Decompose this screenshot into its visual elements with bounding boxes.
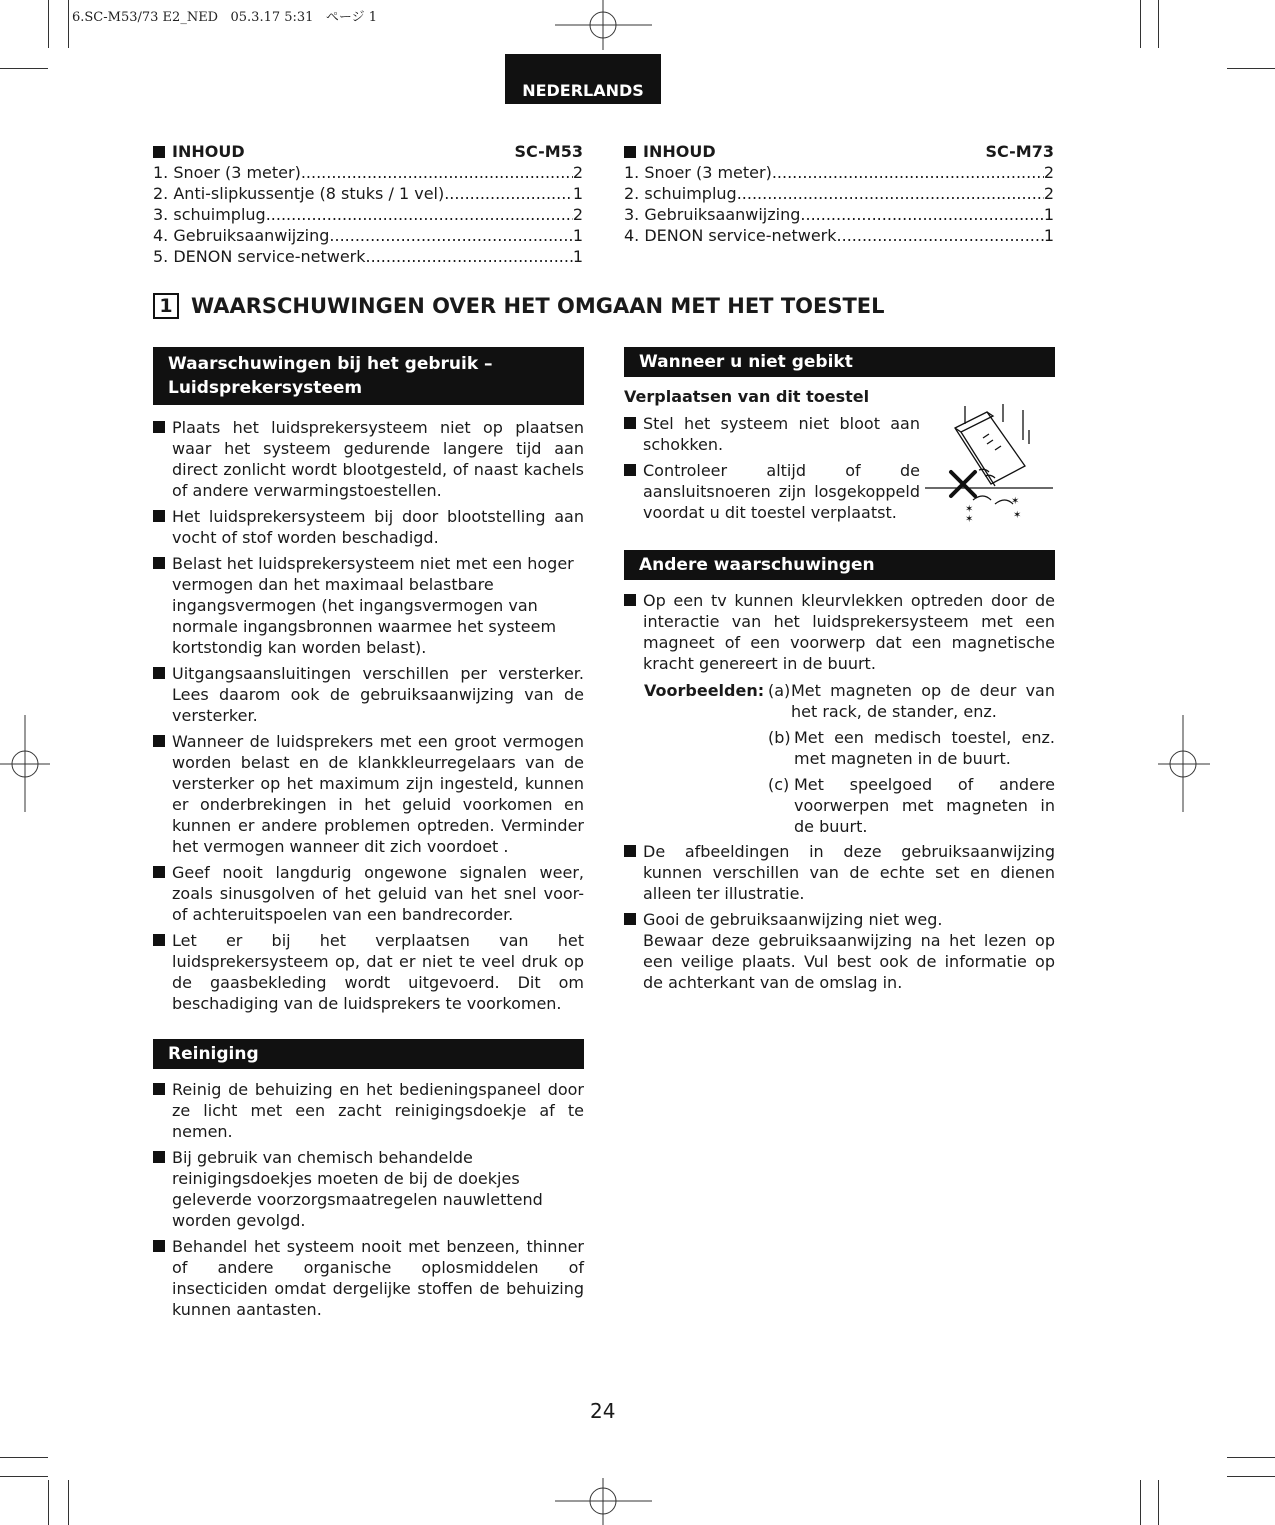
list-item: Het luidsprekersysteem bij door blootstelling aan vocht of stof worden beschadigd. [153,506,584,548]
usage-warnings-heading: Waarschuwingen bij het gebruik – Luidsprekersysteem [153,347,584,405]
contents-item: 1. Snoer (3 meter) ..... 2 [153,162,583,183]
section-heading [153,293,885,319]
section-title: WAARSCHUWINGEN OVER HET OMGAAN MET HET TOESTEL [191,294,885,318]
list-item: Uitgangsaansluitingen verschillen per versterker. Lees daarom ook de gebruiksaanwijzing van de versterker. [153,663,584,726]
contents-item: 5. DENON service-netwerk ..... 1 [153,246,583,267]
not-in-use-heading: Wanneer u niet gebikt [624,347,1055,377]
svg-text:✶: ✶ [965,514,974,525]
cleaning-heading: Reiniging [153,1039,584,1069]
list-item: De afbeeldingen in deze gebruiksaanwijzing kunnen verschillen van de echte set en dienen alleen ter illustratie. [624,841,1055,904]
examples-block [644,680,1055,837]
other-warnings-list-cont [624,841,1055,998]
contents-item: 1. Snoer (3 meter) ..... 2 [624,162,1054,183]
list-item: Bij gebruik van chemisch behandelde reinigingsdoekjes moeten de bij de doekjes geleverde voorzorgsmaatregelen nauwlettend worden gevolgd. [153,1147,584,1231]
svg-text:✶: ✶ [965,504,974,515]
example-item: (b) Met een medisch toestel, enz. met magneten in de buurt. [768,728,1055,768]
list-item: Gooi de gebruiksaanwijzing niet weg. Bewaar deze gebruiksaanwijzing na het lezen op een veilige plaats. Vul best ook de informatie op de achterkant van de omslag in. [624,909,1055,993]
page-number: 24 [590,1399,616,1423]
example-item: (c) Met speelgoed of andere voorwerpen met magneten in de buurt. [768,775,1055,836]
list-item: Op een tv kunnen kleurvlekken optreden door de interactie van het luidsprekersysteem met een magneet of een voorwerp dat een magnetische kracht genereert in de buurt. [624,590,1055,674]
list-item: Controleer altijd of de aansluitsnoeren zijn losgekoppeld voordat u dit toestel verplaatst. [624,460,920,523]
moving-list [624,413,920,528]
list-item: Belast het luidsprekersysteem niet met een hoger vermogen dan het maximaal belastbare ingangsvermogen (het ingangsvermogen van normale ingangsbronnen waarmee het systeem kortstondig kan worden belast). [153,553,584,658]
contents-item: 3. schuimplug ..... 2 [153,204,583,225]
svg-text:✶: ✶ [1011,496,1020,507]
contents-item: 2. Anti-slipkussentje (8 stuks / 1 vel) ..... 1 [153,183,583,204]
model-name: SC-M53 [514,142,583,161]
file-header: 6.SC-M53/73 E2_NED 05.3.17 5:31 ページ 1 [72,10,377,25]
contents-list-sc-m53 [153,141,583,267]
cleaning-list [153,1079,584,1325]
list-item: Reinig de behuizing en het bedieningspaneel door ze licht met een zacht reinigingsdoekje af te nemen. [153,1079,584,1142]
list-item: Stel het systeem niet bloot aan schokken. [624,413,920,455]
other-warnings-list [624,590,1055,679]
list-item: Geef nooit langdurig ongewone signalen weer, zoals sinusgolven of het geluid van het snel voor- of achteruitspoelen van een bandrecorder. [153,862,584,925]
do-not-drop-illustration [925,400,1060,525]
section-number: 1 [153,293,179,319]
contents-item: 4. DENON service-netwerk ..... 1 [624,225,1054,246]
contents-item: 2. schuimplug ..... 2 [624,183,1054,204]
contents-title: INHOUD [172,142,245,161]
list-item: Behandel het systeem nooit met benzeen, thinner of andere organische oplosmiddelen of insecticiden omdat dergelijke stoffen de behuizing kunnen aantasten. [153,1236,584,1320]
bullet-square-icon [153,146,165,158]
other-warnings-heading: Andere waarschuwingen [624,550,1055,580]
contents-item: 3. Gebruiksaanwijzing ..... 1 [624,204,1054,225]
list-item: Wanneer de luidsprekers met een groot vermogen worden belast en de klankkleurregelaars van de versterker op het maximum zijn ingesteld, kunnen er onderbrekingen in het geluid voorkomen en kunnen er andere problemen optreden. Verminder het vermogen wanneer dit zich voordoet . [153,731,584,857]
moving-subheading: Verplaatsen van dit toestel [624,387,870,406]
contents-item: 4. Gebruiksaanwijzing ..... 1 [153,225,583,246]
contents-list-sc-m73 [624,141,1054,246]
contents-title: INHOUD [643,142,716,161]
examples-label: Voorbeelden: [644,681,765,700]
example-item: (a) Met magneten op de deur van het rack, de stander, enz. [768,681,1055,721]
list-item: Plaats het luidsprekersysteem niet op plaatsen waar het systeem gedurende langere tijd aan direct zonlicht wordt blootgesteld, of naast kachels of andere verwarmingstoestellen. [153,417,584,501]
language-tab: NEDERLANDS [505,54,661,104]
svg-text:✶: ✶ [1013,510,1022,521]
list-item: Let er bij het verplaatsen van het luidsprekersysteem op, dat er niet te veel druk op de gaasbekleding wordt uitgevoerd. Dit om beschadiging van de luidsprekers te voorkomen. [153,930,584,1014]
model-name: SC-M73 [985,142,1054,161]
usage-warnings-list [153,417,584,1019]
bullet-square-icon [624,146,636,158]
